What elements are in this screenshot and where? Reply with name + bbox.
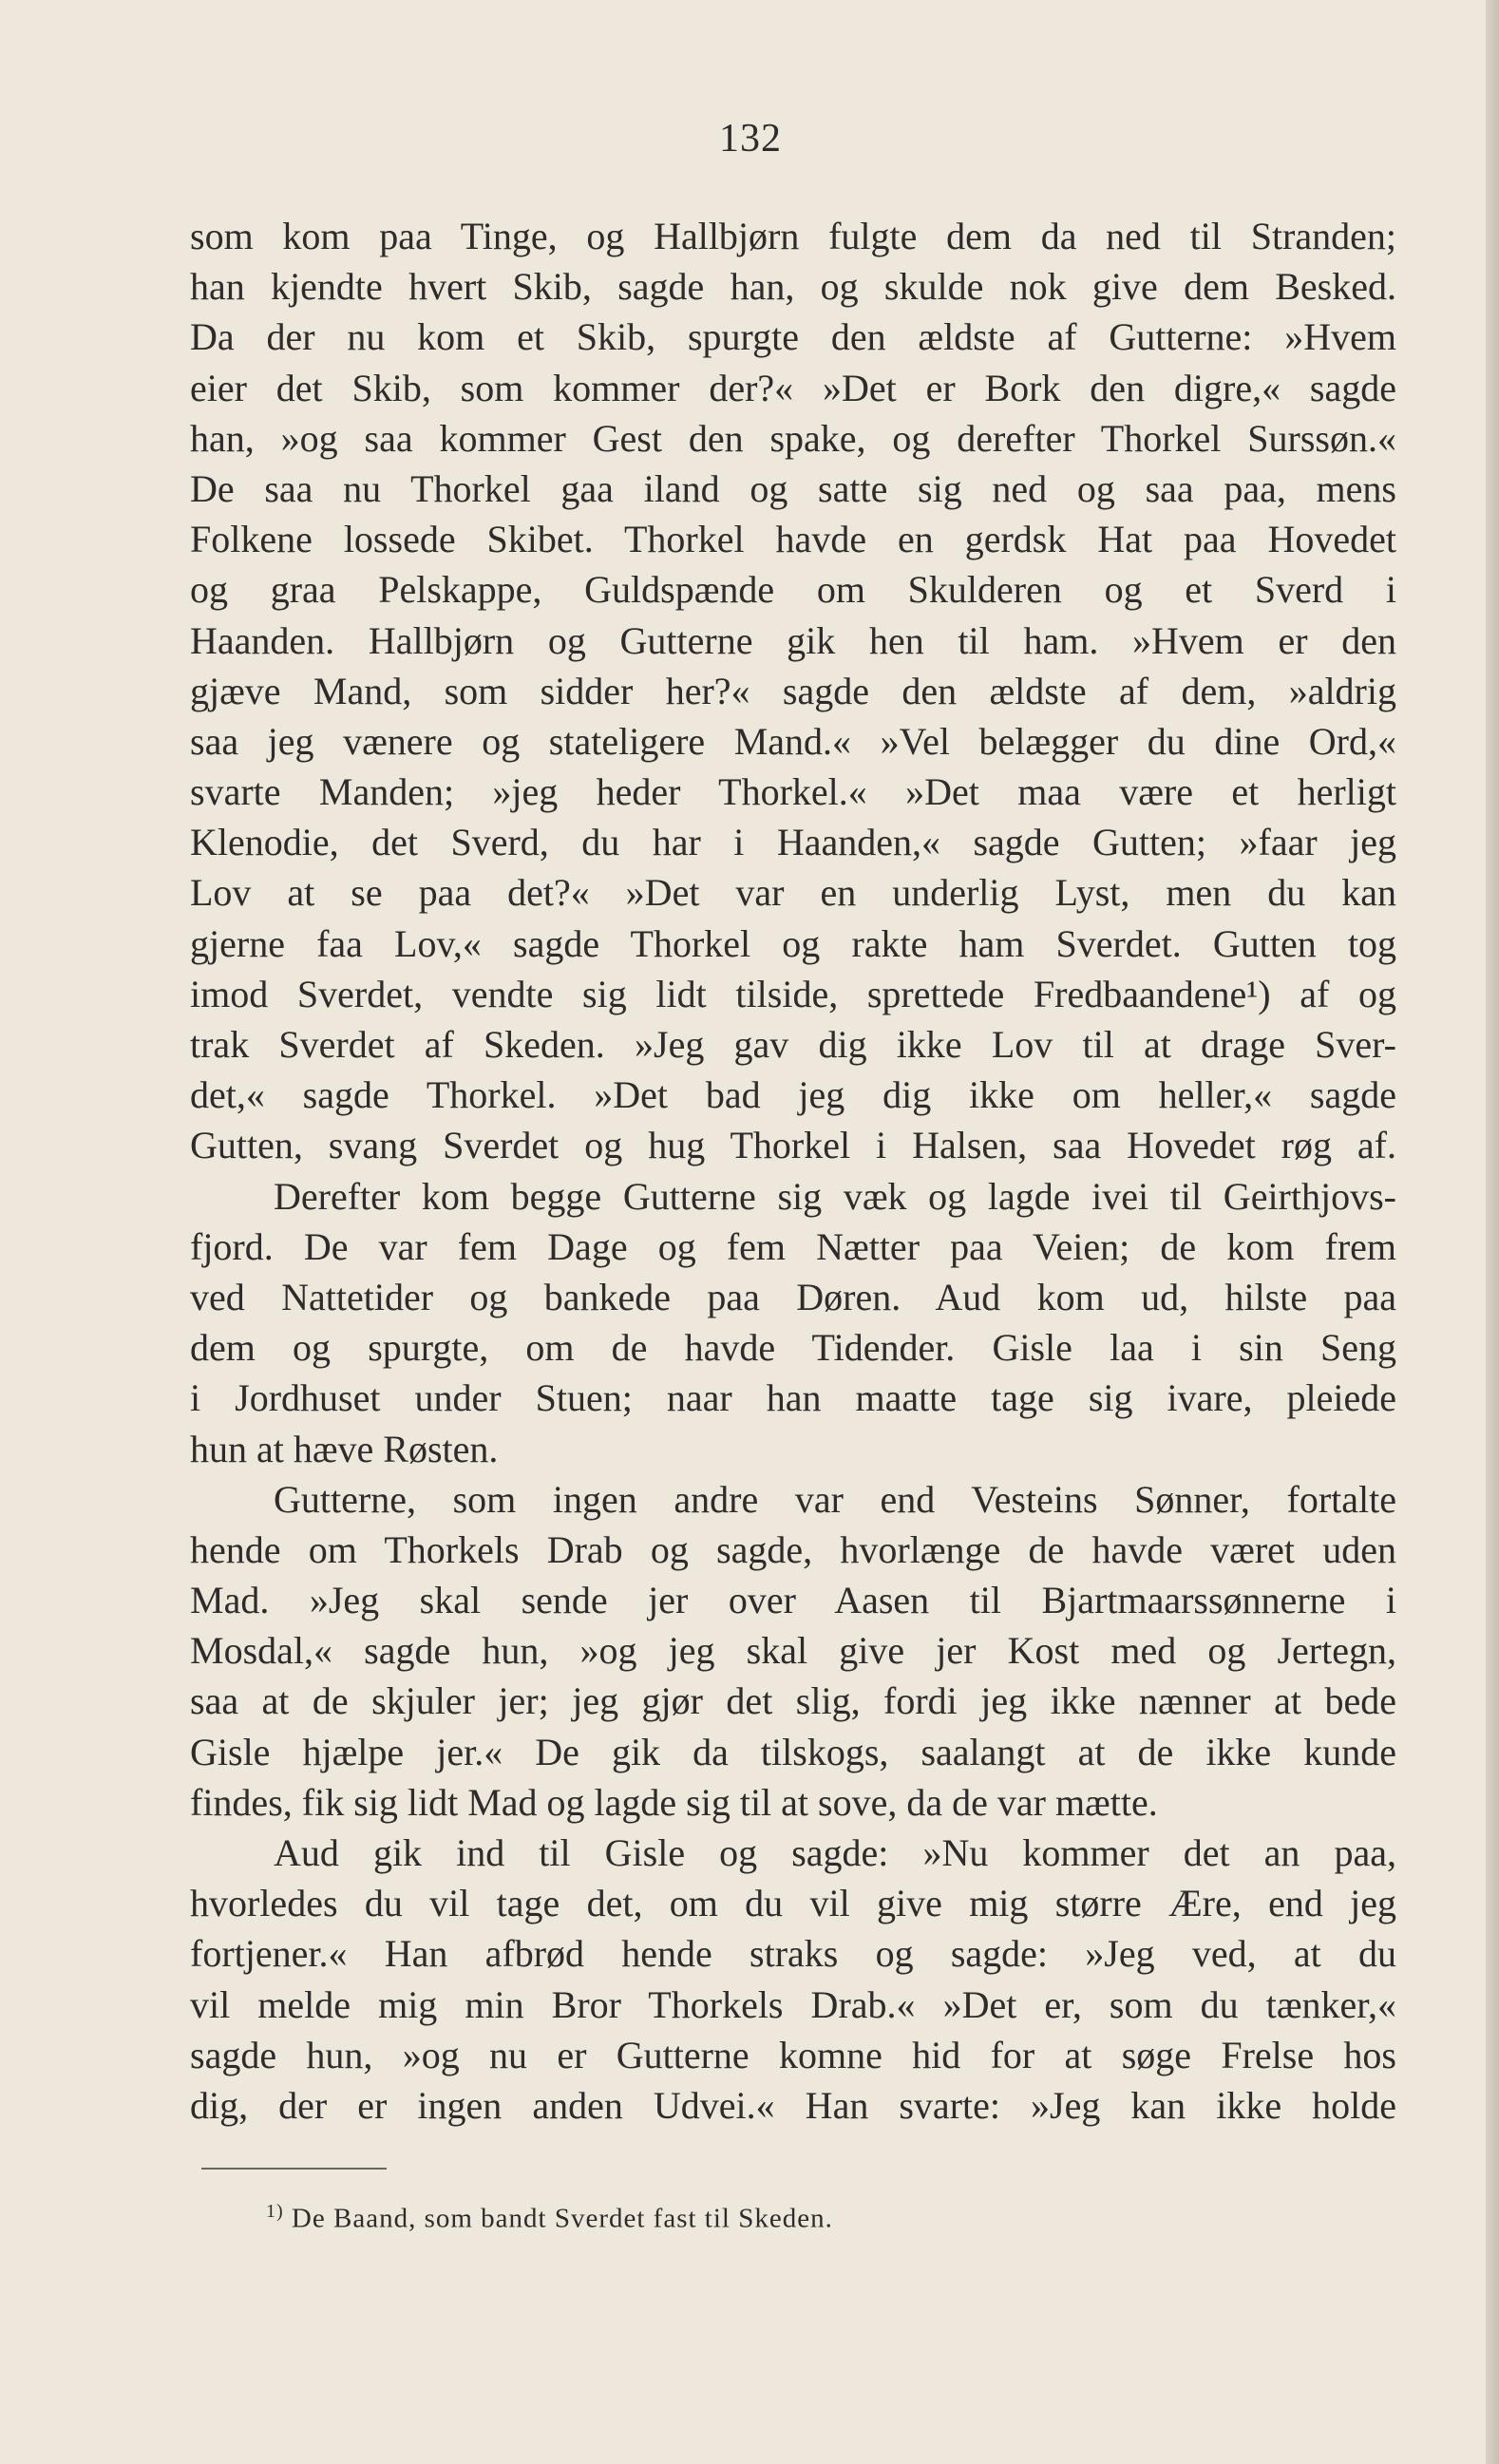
text-line: ved Nattetider og bankede paa Døren. Aud kom ud, hilste paa (190, 1275, 1396, 1318)
text-line: hun at hæve Røsten. (190, 1427, 499, 1470)
footnote (266, 2192, 1121, 2238)
text-line: Gisle hjælpe jer.« De gik da tilskogs, saalangt at de ikke kunde (190, 1730, 1396, 1773)
text-line: svarte Manden; »jeg heder Thorkel.« »Det maa være et herligt (190, 770, 1396, 814)
text-line: gjerne faa Lov,« sagde Thorkel og rakte ham Sverdet. Gutten tog (190, 921, 1396, 965)
text-line: hende om Thorkels Drab og sagde, hvorlænge de havde været uden (190, 1527, 1396, 1571)
text-line: gjæve Mand, som sidder her?« sagde den ældste af dem, »aldrig (190, 669, 1396, 712)
text-line: og graa Pelskappe, Guldspænde om Skulderen og et Sverd i (190, 568, 1396, 612)
text-line: De saa nu Thorkel gaa iland og satte sig ned og saa paa, mens (190, 466, 1396, 510)
text-line: saa at de skjuler jer; jeg gjør det slig, fordi jeg ikke nænner at bede (190, 1679, 1396, 1723)
text-line: Folkene lossede Skibet. Thorkel havde en gerdsk Hat paa Hovedet (190, 518, 1396, 561)
text-line: fortjener.« Han afbrød hende straks og sagde: »Jeg ved, at du (190, 1932, 1396, 1976)
text-line: Gutterne, som ingen andre var end Vesteins Sønner, fortalte (274, 1477, 1396, 1521)
text-line: eier det Skib, som kommer der?« »Det er Bork den digre,« sagde (190, 366, 1396, 409)
page-edge (1486, 0, 1499, 2464)
text-line: Da der nu kom et Skib, spurgte den ældste af Gutterne: »Hvem (190, 315, 1396, 359)
text-line: dem og spurgte, om de havde Tidender. Gisle laa i sin Seng (190, 1326, 1396, 1370)
text-line: det,« sagde Thorkel. »Det bad jeg dig ikke om heller,« sagde (190, 1073, 1396, 1117)
text-line: han kjendte hvert Skib, sagde han, og skulde nok give dem Besked. (190, 265, 1396, 309)
text-line: Aud gik ind til Gisle og sagde: »Nu kommer det an paa, (274, 1831, 1396, 1874)
text-line: sagde hun, »og nu er Gutterne komne hid for at søge Frelse hos (190, 2033, 1396, 2076)
text-line: hvorledes du vil tage det, om du vil give mig større Ære, end jeg (190, 1882, 1396, 1925)
text-line: imod Sverdet, vendte sig lidt tilside, sprettede Fredbaandene¹) af og (190, 972, 1396, 1015)
text-line: i Jordhuset under Stuen; naar han maatte tage sig ivare, pleiede (190, 1376, 1396, 1420)
text-line: Haanden. Hallbjørn og Gutterne gik hen til ham. »Hvem er den (190, 618, 1396, 662)
text-line: findes, fik sig lidt Mad og lagde sig til at sove, da de var mætte. (190, 1780, 1158, 1824)
text-line: Derefter kom begge Gutterne sig væk og lagde ivei til Geirthjovs- (274, 1174, 1396, 1218)
text-line: vil melde mig min Bror Thorkels Drab.« »Det er, som du tænker,« (190, 1982, 1396, 2026)
text-line: Mad. »Jeg skal sende jer over Aasen til Bjartmaarssønnerne i (190, 1579, 1396, 1622)
text-line: saa jeg vænere og stateligere Mand.« »Vel belægger du dine Ord,« (190, 719, 1396, 763)
text-line: som kom paa Tinge, og Hallbjørn fulgte dem da ned til Stranden; (190, 215, 1396, 257)
text-line: Gutten, svang Sverdet og hug Thorkel i Halsen, saa Hovedet røg af. (190, 1124, 1396, 1167)
text-line: Klenodie, det Sverd, du har i Haanden,« sagde Gutten; »faar jeg (190, 821, 1396, 864)
text-line: han, »og saa kommer Gest den spake, og derefter Thorkel Surssøn.« (190, 416, 1396, 460)
page-number: 132 (719, 117, 782, 161)
footnote-marker: 1) (266, 2201, 284, 2222)
footnote-divider (201, 2168, 387, 2170)
text-line: Mosdal,« sagde hun, »og jeg skal give jer Kost med og Jertegn, (190, 1629, 1396, 1673)
text-line: fjord. De var fem Dage og fem Nætter paa Veien; de kom frem (190, 1224, 1396, 1268)
body-text (190, 211, 1396, 2131)
text-line: trak Sverdet af Skeden. »Jeg gav dig ikke Lov til at drage Sver- (190, 1023, 1396, 1066)
text-line: Lov at se paa det?« »Det var en underlig Lyst, men du kan (190, 871, 1396, 915)
footnote-text: De Baand, som bandt Sverdet fast til Skeden. (291, 2203, 833, 2234)
text-line: dig, der er ingen anden Udvei.« Han svarte: »Jeg kan ikke holde (190, 2083, 1396, 2127)
